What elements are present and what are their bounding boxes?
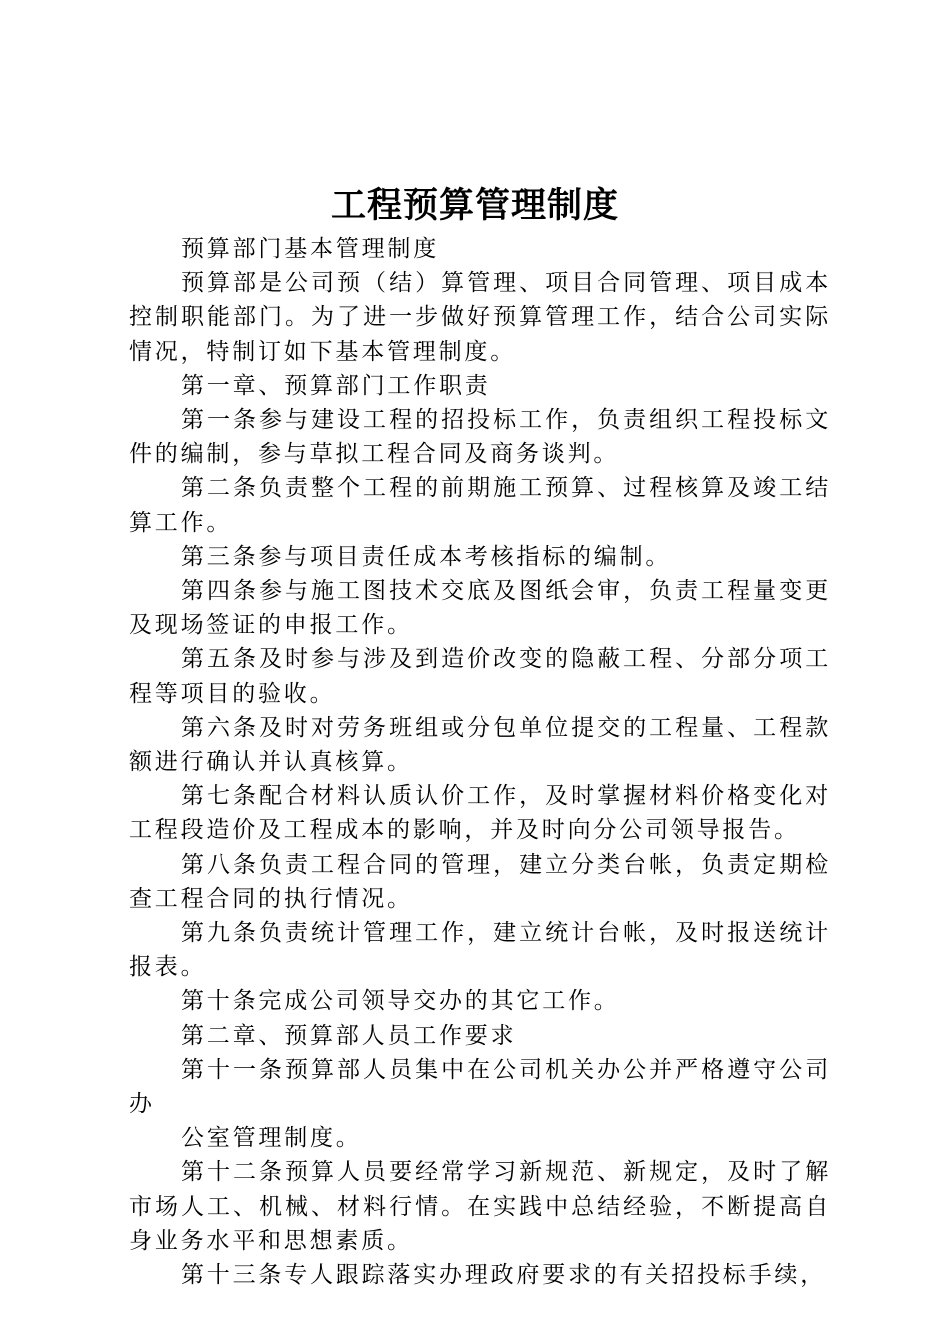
- paragraph: 第十一条预算部人员集中在公司机关办公并严格遵守公司办: [129, 1056, 831, 1118]
- paragraph: 第十三条专人跟踪落实办理政府要求的有关招投标手续，: [181, 1262, 826, 1289]
- document-title: 工程预算管理制度: [330, 185, 619, 226]
- paragraph: 第六条及时对劳务班组或分包单位提交的工程量、工程款额进行确认并认真核算。: [129, 714, 831, 776]
- paragraph: 预算部是公司预（结）算管理、项目合同管理、项目成本控制职能部门。为了进一步做好预算管理工作，结合公司实际情况，特制订如下基本管理制度。: [129, 270, 831, 365]
- document-body: [129, 232, 831, 1292]
- paragraph: 第五条及时参与涉及到造价改变的隐蔽工程、分部分项工程等项目的验收。: [129, 646, 831, 707]
- paragraph: 第十条完成公司领导交办的其它工作。: [181, 988, 620, 1015]
- paragraph: 第四条参与施工图技术交底及图纸会审，负责工程量变更及现场签证的申报工作。: [129, 578, 831, 639]
- paragraph: 第一条参与建设工程的招投标工作，负责组织工程投标文件的编制，参与草拟工程合同及商务谈判。: [129, 407, 831, 468]
- paragraph: 第七条配合材料认质认价工作，及时掌握材料价格变化对工程段造价及工程成本的影响，并及时向分公司领导报告。: [129, 783, 831, 844]
- paragraph: 预算部门基本管理制度: [181, 236, 439, 262]
- paragraph: 第八条负责工程合同的管理，建立分类台帐，负责定期检查工程合同的执行情况。: [129, 851, 831, 912]
- paragraph: 第十二条预算人员要经常学习新规范、新规定，及时了解市场人工、机械、材料行情。在实践中总结经验，不断提高自身业务水平和思想素质。: [129, 1159, 831, 1254]
- paragraph: 第九条负责统计管理工作，建立统计台帐，及时报送统计报表。: [129, 920, 831, 981]
- paragraph: 第一章、预算部门工作职责: [181, 372, 491, 399]
- paragraph: 第三条参与项目责任成本考核指标的编制。: [181, 543, 672, 570]
- paragraph: 第二条负责整个工程的前期施工预算、过程核算及竣工结算工作。: [129, 475, 831, 536]
- paragraph: 公室管理制度。: [181, 1125, 362, 1152]
- paragraph: 第二章、预算部人员工作要求: [181, 1022, 517, 1049]
